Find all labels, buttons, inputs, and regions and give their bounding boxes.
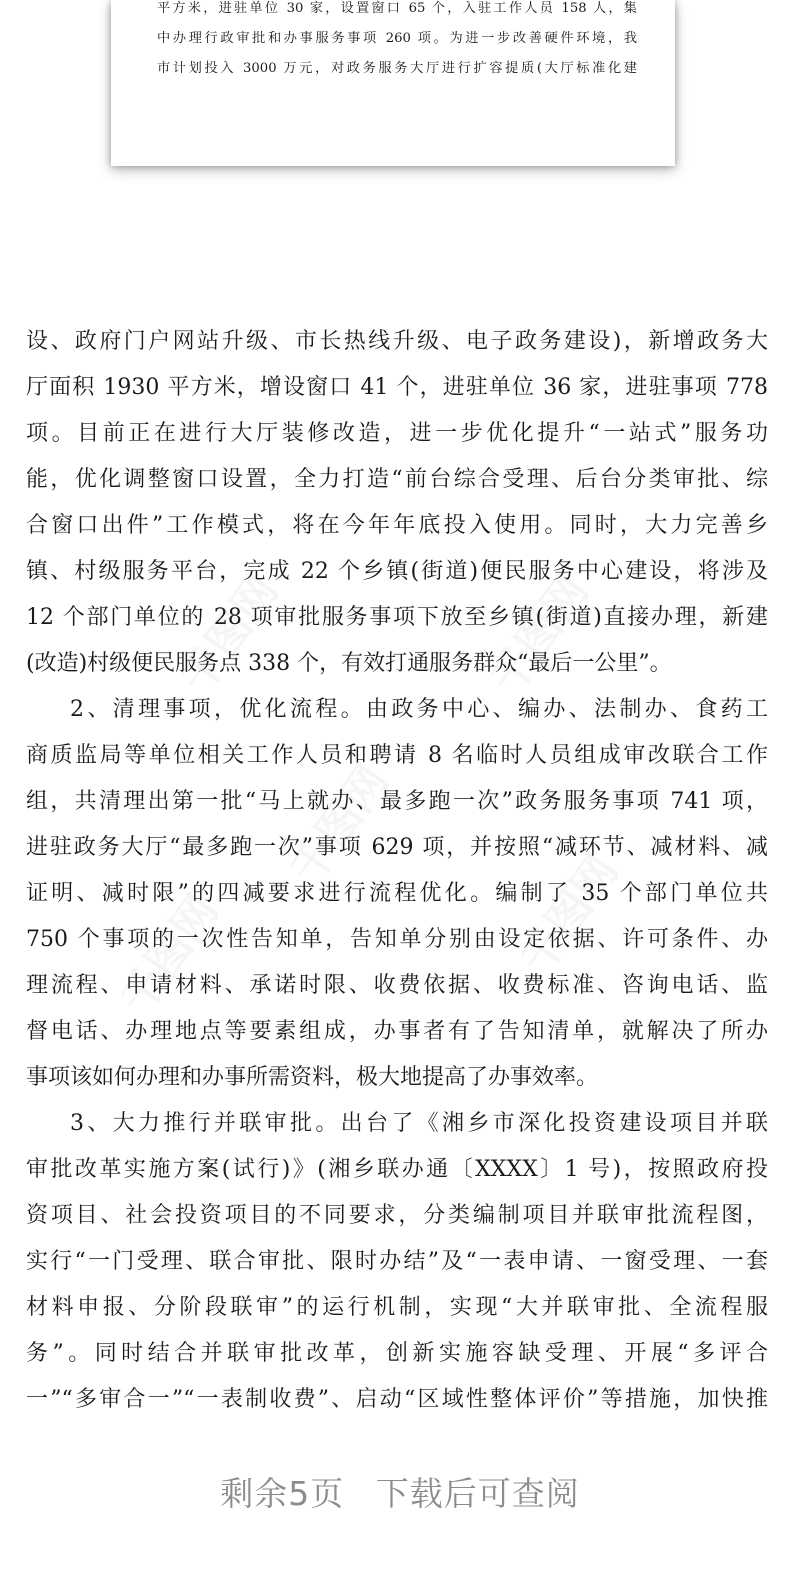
text-line: 理流程、申请材料、承诺时限、收费依据、收费标准、咨询电话、监 <box>26 973 768 998</box>
text-line: 资项目、社会投资项目的不同要求，分类编制项目并联审批流程图， <box>26 1203 768 1228</box>
text-line: 750 个事项的一次性告知单，告知单分别由设定依据、许可条件、办 <box>26 927 768 952</box>
preview-line: 平方米，进驻单位 30 家，设置窗口 65 个，入驻工作人员 158 人，集 <box>157 1 637 16</box>
paragraph <box>26 1101 768 1423</box>
text-line: 厅面积 1930 平方米，增设窗口 41 个，进驻单位 36 家，进驻事项 778 <box>26 375 768 400</box>
text-line: 3、大力推行并联审批。出台了《湘乡市深化投资建设项目并联 <box>70 1111 768 1136</box>
text-line: 审批改革实施方案(试行)》(湘乡联办通〔XXXX〕1 号)，按照政府投 <box>26 1157 768 1182</box>
preview-text <box>157 0 637 84</box>
previous-page-preview <box>111 0 675 166</box>
text-line: 能，优化调整窗口设置，全力打造“前台综合受理、后台分类审批、综 <box>26 467 768 492</box>
text-line: 2、清理事项，优化流程。由政务中心、编办、法制办、食药工 <box>70 697 768 722</box>
preview-line: 市计划投入 3000 万元，对政务服务大厅进行扩容提质(大厅标准化建 <box>157 61 637 76</box>
preview-line: 中办理行政审批和办事服务事项 260 项。为进一步改善硬件环境，我 <box>157 31 637 46</box>
text-line: 一”“多审合一”“一表制收费”、启动“区域性整体评价”等措施，加快推 <box>26 1387 768 1412</box>
text-line: (改造)村级便民服务点 338 个，有效打通服务群众“最后一公里”。 <box>26 651 672 676</box>
text-line: 设、政府门户网站升级、市长热线升级、电子政务建设)，新增政务大 <box>26 329 768 354</box>
paragraph <box>26 687 768 1101</box>
text-line: 项。目前正在进行大厅装修改造，进一步优化提升“一站式”服务功 <box>26 421 768 446</box>
text-line: 12 个部门单位的 28 项审批服务事项下放至乡镇(街道)直接办理，新建 <box>26 605 768 630</box>
text-line: 证明、减时限”的四减要求进行流程优化。编制了 35 个部门单位共 <box>26 881 768 906</box>
text-line: 材料申报、分阶段联审”的运行机制，实现“大并联审批、全流程服 <box>26 1295 768 1320</box>
paragraph <box>26 319 768 687</box>
document-body <box>26 319 768 1423</box>
text-line: 务”。同时结合并联审批改革，创新实施容缺受理、开展“多评合 <box>26 1341 768 1366</box>
text-line: 进驻政务大厅“最多跑一次”事项 629 项，并按照“减环节、减材料、减 <box>26 835 768 860</box>
text-line: 商质监局等单位相关工作人员和聘请 8 名临时人员组成审改联合工作 <box>26 743 768 768</box>
text-line: 镇、村级服务平台，完成 22 个乡镇(街道)便民服务中心建设，将涉及 <box>26 559 768 584</box>
text-line: 督电话、办理地点等要素组成，办事者有了告知清单，就解决了所办 <box>26 1019 768 1044</box>
text-line: 合窗口出件”工作模式，将在今年年底投入使用。同时，大力完善乡 <box>26 513 768 538</box>
text-line: 事项该如何办理和办事所需资料，极大地提高了办事效率。 <box>26 1065 599 1090</box>
download-prompt[interactable]: 剩余5页 下载后可查阅 <box>220 1474 580 1513</box>
text-line: 组，共清理出第一批“马上就办、最多跑一次”政务服务事项 741 项， <box>26 789 768 814</box>
text-line: 实行“一门受理、联合审批、限时办结”及“一表申请、一窗受理、一套 <box>26 1249 768 1274</box>
